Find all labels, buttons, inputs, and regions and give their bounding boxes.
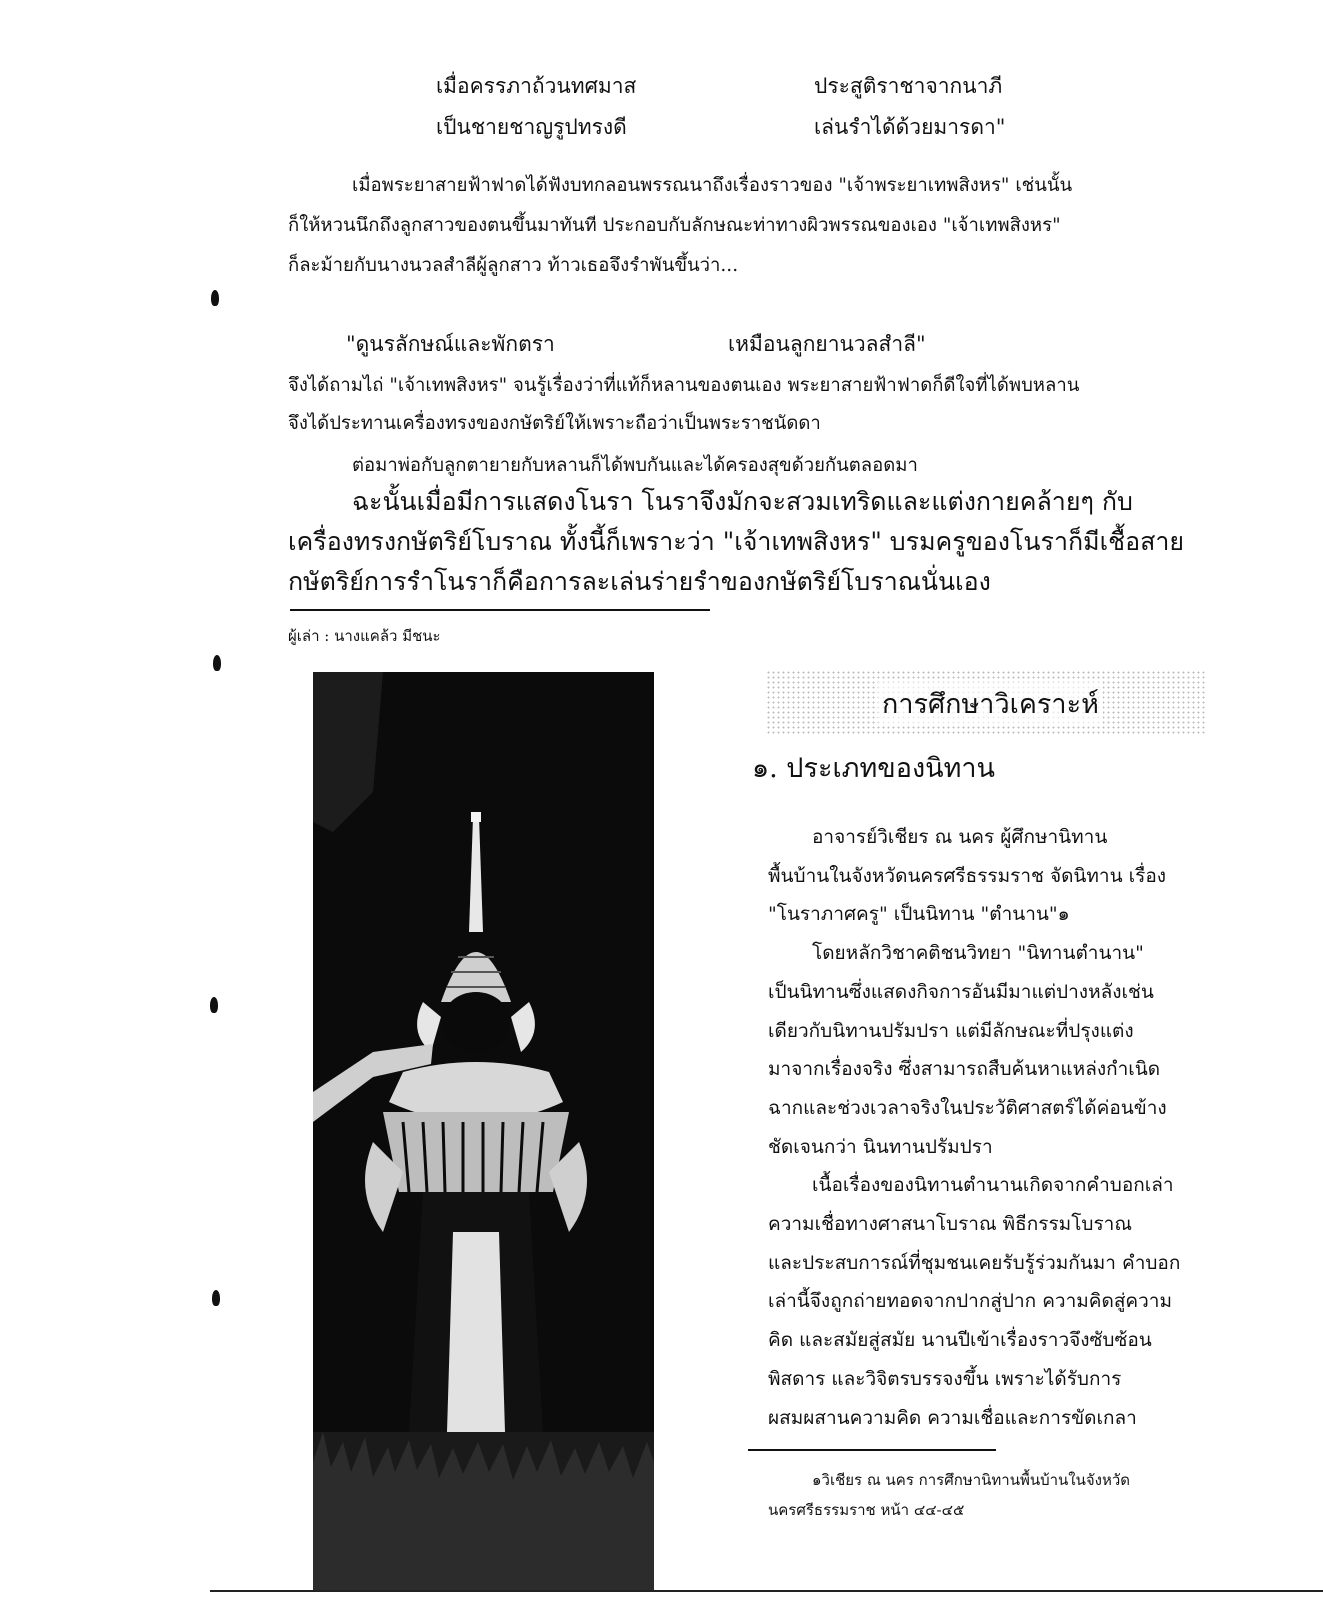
paragraph-4-line: ฉะนั้นเมื่อมีการแสดงโนรา โนราจึงมักจะสวมเทริดและแต่งกายคล้ายๆ กับ xyxy=(352,487,1133,516)
subheading: ๑. ประเภทของนิทาน xyxy=(752,753,995,784)
paragraph-1-line: ก็ให้หวนนึกถึงลูกสาวของตนขึ้นมาทันที ประกอบกับลักษณะท่าทางผิวพรรณของเอง "เจ้าเทพสิงหร" xyxy=(288,215,1061,236)
analysis-line: ความเชื่อทางศาสนาโบราณ พิธีกรรมโบราณ xyxy=(768,1213,1132,1236)
analysis-line: โดยหลักวิชาคติชนวิทยา "นิทานตำนาน" xyxy=(812,942,1144,965)
analysis-line: เนื้อเรื่องของนิทานตำนานเกิดจากคำบอกเล่า xyxy=(812,1174,1174,1197)
paragraph-2-line: จึงได้ประทานเครื่องทรงของกษัตริย์ให้เพราะถือว่าเป็นพระราชนัดดา xyxy=(288,413,821,434)
nora-costume-illustration xyxy=(313,672,654,1590)
analysis-line: และประสบการณ์ที่ชุมชนเคยรับรู้ร่วมกันมา คำบอก xyxy=(768,1251,1181,1274)
analysis-line: มาจากเรื่องจริง ซึ่งสามารถสืบค้นหาแหล่งกำเนิด xyxy=(768,1058,1161,1081)
analysis-line: พิสดาร และวิจิตรบรรจงขึ้น เพราะได้รับการ xyxy=(768,1367,1122,1390)
analysis-line: เป็นนิทานซึ่งแสดงกิจการอันมีมาแต่ปางหลังเช่น xyxy=(768,980,1154,1003)
analysis-line: พื้นบ้านในจังหวัดนครศรีธรรมราช จัดนิทาน เรื่อง xyxy=(768,864,1167,887)
binding-hole-mark xyxy=(213,655,221,671)
analysis-line: ฉากและช่วงเวลาจริงในประวัติศาสตร์ได้ค่อนข้าง xyxy=(768,1096,1167,1119)
section-header xyxy=(766,670,1206,734)
footnote xyxy=(768,1465,1130,1525)
paragraph-2-line: จึงได้ถามไถ่ "เจ้าเทพสิงหร" จนรู้เรื่องว่าที่แท้ก็หลานของตนเอง พระยาสายฟ้าฟาดก็ดีใจที่ได้พบหลาน xyxy=(288,375,1080,396)
binding-hole-mark xyxy=(211,290,219,306)
analysis-line: คิด และสมัยสู่สมัย นานปีเข้าเรื่องราวจึงซับซ้อน xyxy=(768,1329,1152,1352)
page-bottom-edge xyxy=(210,1590,1323,1592)
analysis-line: ชัดเจนกว่า นินทานปรัมปรา xyxy=(768,1135,993,1158)
binding-hole-mark xyxy=(212,1290,220,1306)
analysis-line: อาจารย์วิเชียร ณ นคร ผู้ศึกษานิทาน xyxy=(812,826,1108,848)
analysis-line: เล่านี้จึงถูกถ่ายทอดจากปากสู่ปาก ความคิดสู่ความ xyxy=(768,1290,1172,1313)
analysis-line: "โนราภาศครู" เป็นนิทาน "ตำนาน"๑ xyxy=(768,903,1070,926)
footnote-rule xyxy=(748,1449,996,1451)
analysis-line: ผสมผสานความคิด ความเชื่อและการขัดเกลา xyxy=(768,1406,1137,1429)
poem-mid-left: "ดูนรลักษณ์และพักตรา xyxy=(346,332,555,356)
section-title: การศึกษาวิเคราะห์ xyxy=(878,682,1103,725)
paragraph-4-line: กษัตริย์การรำโนราก็คือการละเล่นร่ายรำของกษัตริย์โบราณนั่นเอง xyxy=(288,567,991,596)
analysis-line: เดียวกับนิทานปรัมปรา แต่มีลักษณะที่ปรุงแต่ง xyxy=(768,1019,1134,1042)
footnote-line: ๑วิเชียร ณ นคร การศึกษานิทานพื้นบ้านในจังหวัด xyxy=(812,1471,1131,1489)
nora-performer-photo xyxy=(313,672,654,1590)
analysis-column xyxy=(768,818,1208,1437)
poem-line-2-left: เป็นชายชาญรูปทรงดี xyxy=(436,115,627,139)
footnote-line: นครศรีธรรมราช หน้า ๔๔-๔๕ xyxy=(768,1501,965,1519)
paragraph-4-line: เครื่องทรงกษัตริย์โบราณ ทั้งนี้ก็เพราะว่า "เจ้าเทพสิงหร" บรมครูของโนราก็มีเชื้อสาย xyxy=(288,527,1185,556)
narrator-credit: ผู้เล่า : นางแคล้ว มีชนะ xyxy=(288,627,441,645)
poem-mid-right: เหมือนลูกยานวลสำลี" xyxy=(728,332,926,356)
paragraph-3: ต่อมาพ่อกับลูกตายายกับหลานก็ได้พบกันและได้ครองสุขด้วยกันตลอดมา xyxy=(352,455,918,476)
poem-line-2-right: เล่นรำได้ด้วยมารดา" xyxy=(814,115,1006,139)
paragraph-1-line: เมื่อพระยาสายฟ้าฟาดได้ฟังบทกลอนพรรณนาถึงเรื่องราวของ "เจ้าพระยาเทพสิงหร" เช่นนั้น xyxy=(352,175,1073,196)
paragraph-1-line: ก็ละม้ายกับนางนวลสำลีผู้ลูกสาว ท้าวเธอจึงรำพันขึ้นว่า... xyxy=(288,255,739,276)
divider-rule xyxy=(290,609,710,611)
binding-hole-mark xyxy=(210,997,218,1013)
poem-line-1-left: เมื่อครรภาถ้วนทศมาส xyxy=(436,74,637,98)
poem-line-1-right: ประสูติราชาจากนาภี xyxy=(814,74,1003,98)
